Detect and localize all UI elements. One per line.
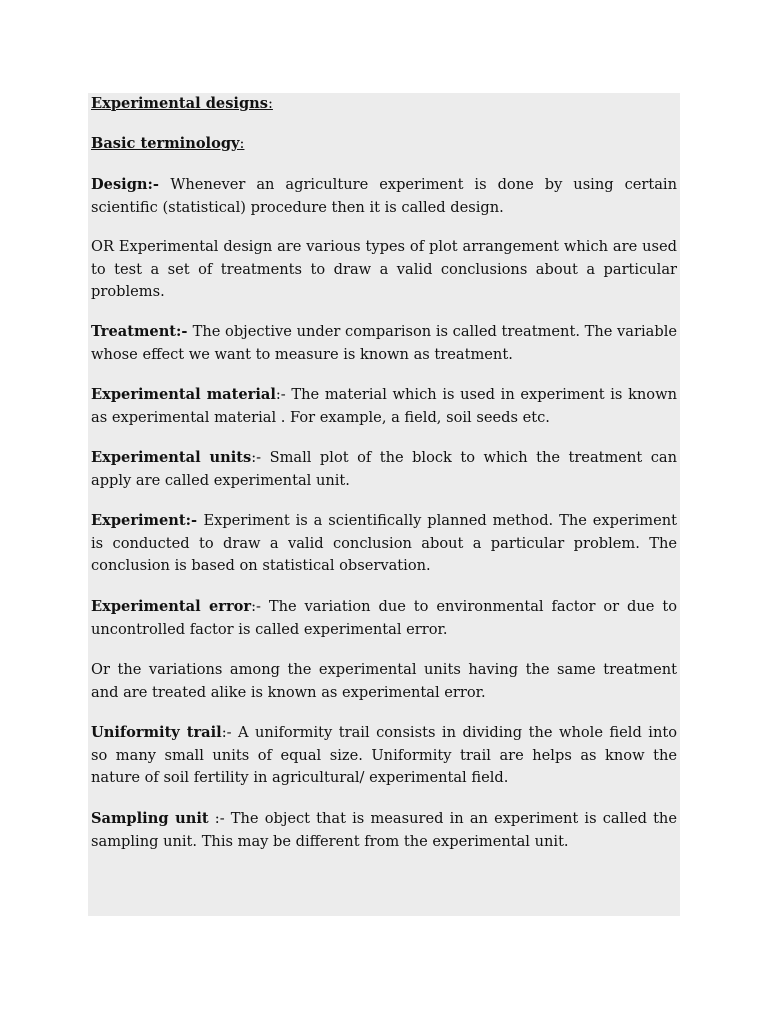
definition-experimental-error: Experimental error:- The variation due to environmental factor or due to uncontrolled factor is called experimental error. [91, 598, 677, 638]
definition-experimental-error-alt: Or the variations among the experimental units having the same treatment and are treated alike is known as experimental error. [91, 661, 677, 701]
definition-design-alt: OR Experimental design are various types of plot arrangement which are used to test a set of treatments to draw a valid conclusions about a particular problems. [91, 238, 677, 300]
definition-experimental-units: Experimental units:- Small plot of the block to which the treatment can apply are called experimental unit. [91, 449, 677, 489]
definition-treatment: Treatment:- The objective under comparison is called treatment. The variable whose effect we want to measure is known as treatment. [91, 323, 677, 363]
definition-sampling-unit: Sampling unit :- The object that is measured in an experiment is called the sampling unit. This may be different from the experimental unit. [91, 810, 677, 850]
definition-uniformity-trail: Uniformity trail:- A uniformity trail consists in dividing the whole field into so many small units of equal size. Uniformity trail are helps as know the nature of soil fertility in agricultural/ experimental field. [91, 724, 677, 786]
definition-experimental-material: Experimental material:- The material which is used in experiment is known as experimental material . For example, a field, soil seeds etc. [91, 386, 677, 426]
section-heading: Basic terminology: [91, 135, 245, 152]
definition-experiment: Experiment:- Experiment is a scientifically planned method. The experiment is conducted to draw a valid conclusion about a particular problem. The conclusion is based on statistical observation. [91, 512, 678, 574]
document-page [88, 93, 680, 916]
definition-design: Design:- Whenever an agriculture experiment is done by using certain scientific (statistical) procedure then it is called design. [91, 176, 678, 216]
document-title: Experimental designs: [91, 95, 273, 112]
